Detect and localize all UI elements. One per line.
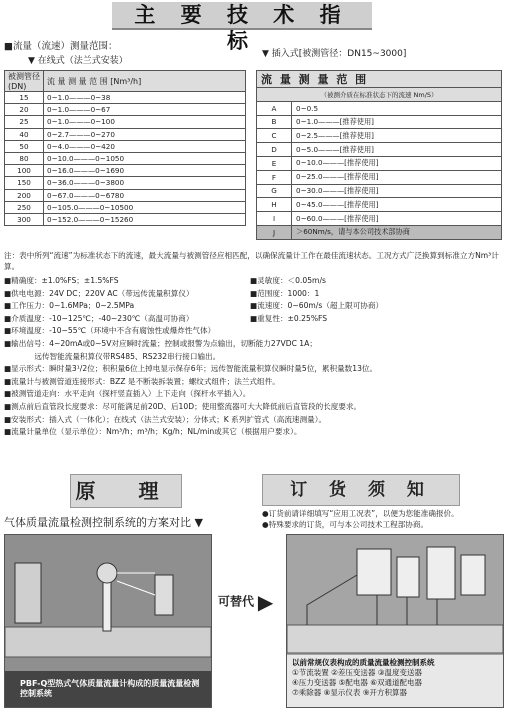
table-row — [257, 225, 502, 239]
recommend-tag: [推荐使用] — [344, 158, 379, 168]
velocity-cell — [292, 143, 502, 157]
right-caption-item: ⑦乘除器 ⑧显示仪表 ⑨开方积算器 — [292, 688, 407, 697]
order-banner: 订 货 须 知 — [262, 474, 460, 506]
diameter-cell: 100 — [5, 165, 44, 177]
recommend-tag: [推荐使用] — [339, 130, 374, 140]
replace-label: 可替代 — [218, 594, 255, 609]
spec-row — [4, 325, 502, 338]
spec-item: ■环境温度：-10~55℃（环境中不含有腐蚀性或爆炸性气体） — [4, 326, 216, 336]
grade-cell: D — [257, 143, 292, 157]
grade-cell: F — [257, 170, 292, 184]
velocity-cell — [292, 225, 502, 239]
table-row — [5, 213, 246, 225]
table-row — [5, 104, 246, 116]
range-cell: 0~2.7———0~270 — [44, 128, 246, 140]
velocity-cell — [292, 101, 502, 115]
col-range: 流 量 测 量 范 围 [Nm³/h] — [44, 71, 246, 92]
specs-block — [4, 275, 502, 439]
range-cell: 0~1.0———0~38 — [44, 92, 246, 104]
velocity-range: 0~5.0——— — [296, 144, 340, 154]
table-row — [257, 198, 502, 212]
velocity-cell — [292, 212, 502, 226]
spec-item: ■灵敏度：＜0.05m/s — [250, 276, 326, 285]
spec-line: ■被测管道走向：水平走向（探杆竖直插入）上下走向（探杆水平插入）。 — [4, 389, 251, 399]
grade-cell: C — [257, 129, 292, 143]
arrow-right-icon: ▶ — [257, 590, 274, 614]
diameter-cell: 20 — [5, 104, 44, 116]
velocity-cell — [292, 198, 502, 212]
insert-label: ▼ 插入式[被测管径：DN15~3000] — [262, 49, 407, 59]
spec-line: ■安装形式：插入式（一体化）；在线式（法兰式安装）；分体式；K 系列扩管式（高流速测量）。 — [4, 414, 327, 424]
diameter-cell: 250 — [5, 201, 44, 213]
spec-row — [4, 288, 502, 301]
table-row — [5, 128, 246, 140]
diameter-cell: 50 — [5, 140, 44, 152]
range-cell: 0~36.0———0~3800 — [44, 177, 246, 189]
principle-banner: 原 理 — [70, 474, 182, 508]
table-row — [5, 165, 246, 177]
left-caption: PBF-Q型热式气体质量流量计构成的质量流量检测控制系统 — [20, 679, 200, 698]
spec-line: ■流量计量单位（显示单位）：Nm³/h；m³/h；Kg/h；NL/min或其它（根据用户要求）。 — [4, 427, 302, 437]
order-note-2: ●特殊要求的订货，可与本公司技术工程部协商。 — [262, 520, 429, 529]
velocity-range: 0~10.0——— — [296, 158, 345, 168]
range-cell: 0~4.0———0~420 — [44, 140, 246, 152]
spec-line: ■输出信号：4~20mA或0~5V对应瞬时流量；控制或报警为点输出，切断能力27VDC 1A； — [4, 338, 317, 348]
grade-cell: G — [257, 184, 292, 198]
grade-cell: H — [257, 198, 292, 212]
col-diameter: 被测管径 (DN) — [5, 71, 44, 92]
range-cell: 0~10.0———0~1050 — [44, 152, 246, 164]
velocity-range: 0~2.5——— — [296, 130, 340, 140]
recommend-tag: [推荐使用] — [339, 116, 374, 126]
velocity-range: 0~45.0——— — [296, 199, 345, 209]
diameter-cell: 25 — [5, 116, 44, 128]
table-row — [5, 201, 246, 213]
velocity-cell — [292, 129, 502, 143]
velocity-cell — [292, 156, 502, 170]
grade-cell: I — [257, 212, 292, 226]
spec-row — [4, 300, 502, 313]
range-header: 流 量 测 量 范 围 — [257, 71, 502, 88]
velocity-cell — [292, 184, 502, 198]
spec-item: ■介质温度：-10~125℃；-40~230℃（高温可协商） — [4, 313, 194, 323]
range-cell: 0~105.0———0~10500 — [44, 201, 246, 213]
range-cell: 0~152.0———0~15260 — [44, 213, 246, 225]
table-row — [5, 177, 246, 189]
velocity-range: 0~1.0——— — [296, 116, 340, 126]
table-row — [5, 152, 246, 164]
spec-item: ■精确度：±1.0%FS；±1.5%FS — [4, 276, 119, 285]
range-cell: 0~1.0———0~100 — [44, 116, 246, 128]
recommend-tag: [推荐使用] — [344, 213, 379, 223]
grade-cell: A — [257, 101, 292, 115]
range-cell: 0~1.0———0~67 — [44, 104, 246, 116]
diameter-cell: 150 — [5, 177, 44, 189]
table-row — [257, 115, 502, 129]
velocity-range: 0~60.0——— — [296, 213, 345, 223]
spec-item: ■流速度：0~60m/s（超上限可协商） — [250, 301, 384, 311]
velocity-range: ＞60Nm/s，请与本公司技术部协商 — [296, 227, 410, 237]
table-row — [257, 184, 502, 198]
page-title: 主 要 技 术 指 标 — [112, 2, 372, 30]
spec-item: ■范围度：1000：1 — [250, 288, 320, 298]
velocity-range: 0~0.5 — [296, 103, 319, 113]
spec-line: 远传智能流量积算仪带RS485、RS232串行接口输出。 — [4, 351, 221, 361]
note-text: 注：表中所列“流速”为标准状态下的流速，最大流量与被测管径应相匹配，以确保流量计工作在最佳流速状态。工况方式广泛换算到标准立方Nm³计算。 — [4, 251, 499, 271]
table-row — [5, 92, 246, 104]
table-row — [5, 189, 246, 201]
spec-line: ■显示形式：瞬时量3¹/2位；积积量6位上掉电显示保存6年；远传智能流量积算仪瞬时量5位，累积量数13位。 — [4, 364, 378, 374]
table-row — [5, 116, 246, 128]
compare-title: 气体质量流量检测控制系统的方案对比 ▼ — [4, 516, 203, 529]
velocity-cell — [292, 170, 502, 184]
table-row — [257, 170, 502, 184]
inline-label: ▼ 在线式（法兰式安装） — [28, 56, 128, 66]
grade-cell: J — [257, 225, 292, 239]
right-caption-item: ④压力变送器 ⑤配电器 ⑥双通道配电器 — [292, 678, 422, 687]
spec-row — [4, 275, 502, 288]
table-row — [257, 212, 502, 226]
recommend-tag: [推荐使用] — [339, 144, 374, 154]
spec-item: ■工作压力：0~1.6MPa；0~2.5MPa — [4, 301, 135, 311]
order-notes — [262, 508, 502, 530]
spec-line: ■流量计与被测管道连接形式：BZZ 是不断装拆装置；螺纹式组件；法兰式组件。 — [4, 376, 280, 386]
recommend-tag: [推荐使用] — [344, 185, 379, 195]
range-cell: 0~16.0———0~1690 — [44, 165, 246, 177]
table-row — [257, 156, 502, 170]
spec-item: ■供电电源：24V DC；220V AC（带远传流量积算仪） — [4, 288, 194, 298]
recommend-tag: [推荐使用] — [344, 199, 379, 209]
table-row — [257, 129, 502, 143]
right-caption-title: 以前常规仪表构成的质量流量检测控制系统 — [292, 658, 435, 667]
table-row — [5, 140, 246, 152]
diameter-cell: 200 — [5, 189, 44, 201]
diameter-cell: 40 — [5, 128, 44, 140]
range-heading: ■流量（流速）测量范围： — [4, 41, 118, 52]
table-row — [257, 143, 502, 157]
velocity-cell — [292, 115, 502, 129]
range-cell: 0~67.0———0~6780 — [44, 189, 246, 201]
spec-line: ■测点前后直管段长度要求：尽可能满足前20D、后10D；使用整流器可大大降低前后直管段的长度要求。 — [4, 401, 362, 411]
replace-callout — [218, 590, 273, 614]
grade-cell: B — [257, 115, 292, 129]
inline-range-table — [4, 70, 246, 226]
spec-row — [4, 313, 502, 326]
grade-cell: E — [257, 156, 292, 170]
insert-range-table — [256, 70, 502, 240]
range-subheader: （被测介质在标准状态下的流速 Nm/S） — [257, 88, 502, 102]
velocity-range: 0~25.0——— — [296, 172, 345, 182]
diameter-cell: 300 — [5, 213, 44, 225]
right-caption-item: ①节流装置 ②差压变送器 ③温度变送器 — [292, 668, 422, 677]
order-note-1: ●订货前请详细填写“应用工况表”，以便为您能准确报价。 — [262, 509, 459, 518]
diameter-cell: 80 — [5, 152, 44, 164]
diameter-cell: 15 — [5, 92, 44, 104]
spec-item: ■重复性：±0.25%FS — [250, 313, 328, 323]
recommend-tag: [推荐使用] — [344, 172, 379, 182]
table-row — [257, 101, 502, 115]
right-caption — [292, 658, 497, 698]
velocity-range: 0~30.0——— — [296, 185, 345, 195]
